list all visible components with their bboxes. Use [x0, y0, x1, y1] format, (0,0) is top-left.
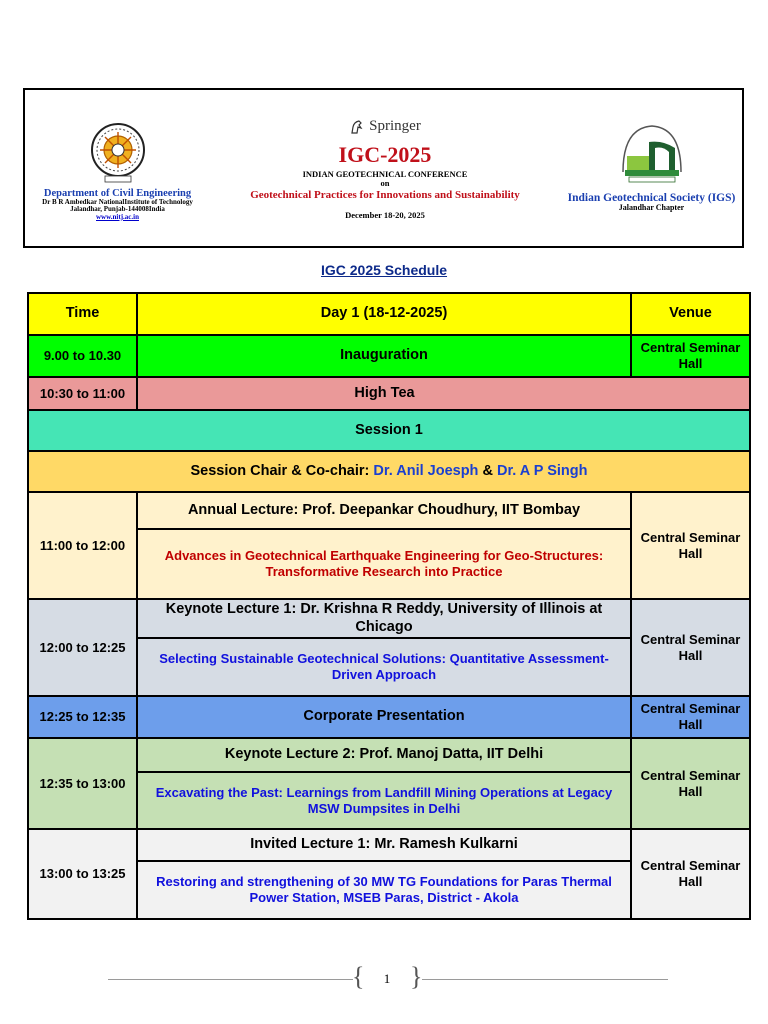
nit-jalandhar-logo	[83, 120, 153, 184]
keynote1-row	[28, 599, 750, 638]
footer-rule-left	[108, 979, 353, 980]
corporate-time: 12:25 to 12:35	[28, 696, 137, 738]
time-column-header: Time	[28, 293, 137, 335]
table-header-row	[28, 293, 750, 335]
inauguration-time: 9.00 to 10.30	[28, 335, 137, 377]
invited1-time: 13:00 to 13:25	[28, 829, 137, 919]
inauguration-row	[28, 335, 750, 377]
conference-full-title: INDIAN GEOTECHNICAL CONFERENCE	[302, 168, 468, 179]
session-chairs	[28, 451, 750, 492]
annual-lecture-row	[28, 492, 750, 529]
keynote2-venue: Central Seminar Hall	[631, 738, 750, 829]
chairs-ampersand: &	[482, 462, 493, 479]
annual-lecture-talk: Advances in Geotechnical Earthquake Engineering for Geo-Structures: Transformative Research into Practice	[137, 529, 631, 599]
conference-short-title: IGC-2025	[338, 141, 432, 167]
corporate-title: Corporate Presentation	[137, 696, 631, 738]
society-name: Indian Geotechnical Society (IGS)	[567, 192, 736, 204]
annual-lecture-venue: Central Seminar Hall	[631, 492, 750, 599]
annual-lecture-time: 11:00 to 12:00	[28, 492, 137, 599]
keynote2-row	[28, 738, 750, 772]
chair-name: Dr. Anil Joesph	[373, 462, 479, 479]
high-tea-time: 10:30 to 11:00	[28, 377, 137, 410]
session-chairs-row	[28, 451, 750, 492]
society-block	[555, 192, 748, 212]
department-name: Department of Civil Engineering	[43, 188, 192, 199]
page-number: 1	[383, 971, 391, 986]
schedule-title: IGC 2025 Schedule	[320, 262, 448, 278]
corporate-venue: Central Seminar Hall	[631, 696, 750, 738]
footer-brace-left: {	[352, 962, 365, 991]
institute-website-link[interactable]: www.nitj.ac.in	[96, 212, 139, 221]
high-tea-title	[137, 377, 750, 410]
invited1-talk: Restoring and strengthening of 30 MW TG Foundations for Paras Thermal Power Station, MSEB Paras, District - Akola	[137, 861, 631, 919]
footer-rule-right	[422, 979, 668, 980]
conference-dates: December 18-20, 2025	[345, 210, 425, 220]
inauguration-venue: Central Seminar Hall	[631, 335, 750, 377]
keynote1-speaker: Keynote Lecture 1: Dr. Krishna R Reddy, University of Illinois at Chicago	[137, 599, 631, 638]
publisher-name: Springer	[369, 118, 421, 134]
igs-jalandhar-logo	[619, 122, 685, 184]
conference-header	[23, 88, 744, 248]
corporate-row	[28, 696, 750, 738]
conference-theme: Geotechnical Practices for Innovations and Sustainability	[250, 189, 520, 201]
venue-column-header: Venue	[631, 293, 750, 335]
institute-name: Dr B R Ambedkar NationalInstitute of Technology	[42, 198, 193, 207]
inauguration-title: Inauguration	[137, 335, 631, 377]
keynote2-time: 12:35 to 13:00	[28, 738, 137, 829]
schedule-table	[27, 292, 751, 920]
society-chapter: Jalandhar Chapter	[618, 203, 685, 213]
institute-address: Jalandhar, Punjab-144008India	[70, 205, 165, 214]
department-block	[25, 188, 210, 221]
conference-on-text: on	[380, 177, 390, 188]
keynote2-talk: Excavating the Past: Learnings from Landfill Mining Operations at Legacy MSW Dumpsites in Delhi	[137, 772, 631, 829]
invited1-speaker: Invited Lecture 1: Mr. Ramesh Kulkarni	[137, 829, 631, 861]
keynote1-time: 12:00 to 12:25	[28, 599, 137, 696]
invited1-row	[28, 829, 750, 861]
springer-horse-icon	[349, 119, 365, 135]
invited1-venue: Central Seminar Hall	[631, 829, 750, 919]
day-column-header: Day 1 (18-12-2025)	[137, 293, 631, 335]
keynote1-venue: Central Seminar Hall	[631, 599, 750, 696]
keynote1-talk: Selecting Sustainable Geotechnical Solutions: Quantitative Assessment-Driven Approach	[137, 638, 631, 696]
annual-lecture-speaker: Annual Lecture: Prof. Deepankar Choudhury, IIT Bombay	[137, 492, 631, 529]
high-tea-label: High Tea	[354, 384, 415, 401]
session-title: Session 1	[28, 410, 750, 451]
session-row	[28, 410, 750, 451]
springer-brand	[349, 118, 421, 135]
conference-title-block	[220, 118, 550, 220]
high-tea-row	[28, 377, 750, 410]
cochair-name: Dr. A P Singh	[496, 462, 588, 479]
keynote2-speaker: Keynote Lecture 2: Prof. Manoj Datta, IIT Delhi	[137, 738, 631, 772]
chairs-label: Session Chair & Co-chair:	[190, 462, 370, 479]
footer-brace-right: }	[410, 962, 423, 991]
